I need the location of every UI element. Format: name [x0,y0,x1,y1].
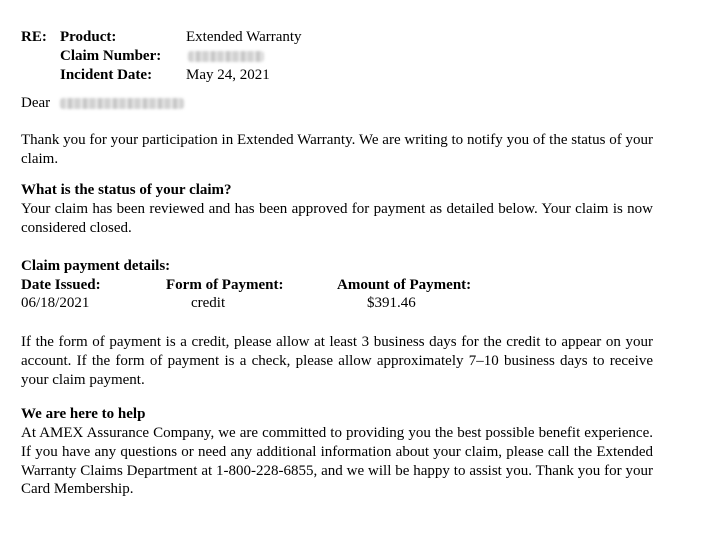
column-date-issued: Date Issued: [21,277,101,293]
recipient-name-redacted [60,98,184,109]
payment-form: credit [191,295,226,311]
incident-date-label: Incident Date: [60,67,153,83]
claim-number-redacted [188,51,264,62]
payment-date: 06/18/2021 [21,295,90,311]
salutation: Dear [21,95,51,111]
column-form-of-payment: Form of Payment: [166,277,284,293]
column-amount-of-payment: Amount of Payment: [337,277,472,293]
intro-paragraph: Thank you for your participation in Extended Warranty. We are writing to notify you of the status of your claim. [21,132,653,167]
payment-heading: Claim payment details: [21,258,171,274]
status-body: Your claim has been reviewed and has been approved for payment as detailed below. Your claim is now considered closed. [21,201,653,236]
re-label: RE: [21,29,47,45]
product-value: Extended Warranty [186,29,302,45]
help-body: At AMEX Assurance Company, we are committed to providing you the best possible benefit experience. If you have any questions or need any additional information about your claim, please call the Extended Warranty Claims Department at 1-800-228-6855, and we will be happy to assist you. Thank you for your Card Membership. [21,425,653,498]
incident-date-value: May 24, 2021 [186,67,270,83]
help-heading: We are here to help [21,406,146,422]
product-label: Product: [60,29,117,45]
payment-amount: $391.46 [367,295,416,311]
payment-note: If the form of payment is a credit, please allow at least 3 business days for the credit to appear on your account. If the form of payment is a check, please allow approximately 7–10 business days to receive your claim payment. [21,334,653,388]
status-heading: What is the status of your claim? [21,182,232,198]
claim-number-label: Claim Number: [60,48,162,64]
